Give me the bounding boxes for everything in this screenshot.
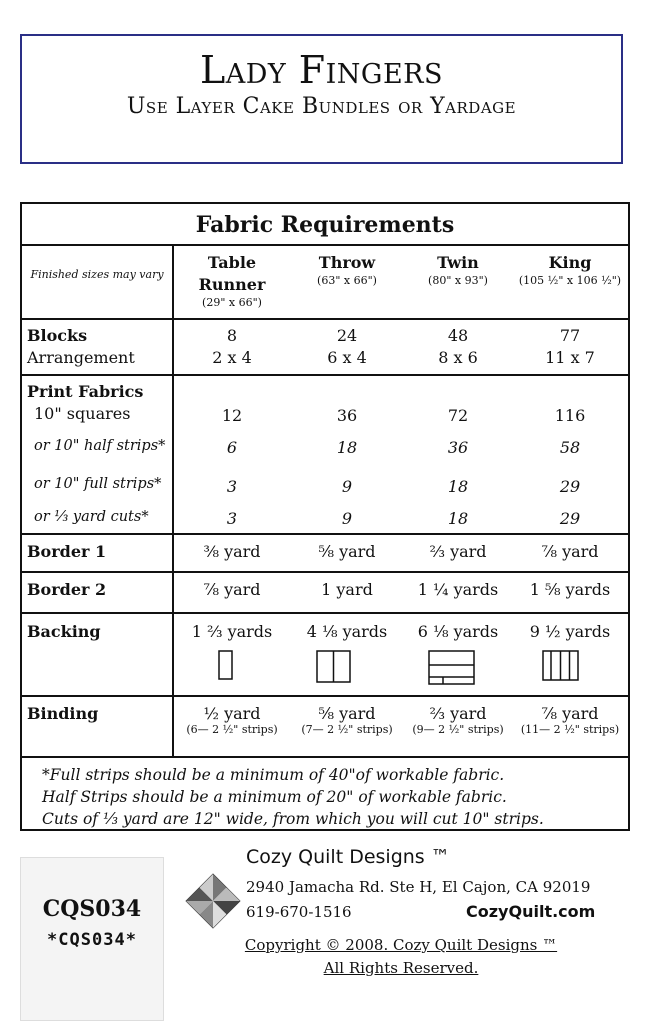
arrangement-value: 11 x 7 bbox=[545, 348, 595, 367]
squares-value: 72 bbox=[447, 406, 469, 425]
column-divider bbox=[172, 246, 174, 758]
label-print-fabrics: Print Fabrics bbox=[27, 382, 144, 401]
binding-value: ⅝ yard bbox=[318, 704, 376, 723]
footnote: Half Strips should be a minimum of 20" of workable fabric. bbox=[42, 788, 507, 806]
label-backing: Backing bbox=[27, 622, 101, 641]
backing-diagram-one-panel bbox=[218, 650, 234, 680]
sku-code: CQS034 bbox=[42, 896, 142, 922]
company-phone: 619-670-1516 bbox=[246, 903, 352, 921]
half-strips-value: 18 bbox=[336, 438, 358, 457]
col-twin bbox=[404, 252, 512, 287]
col-dims: (80" x 93") bbox=[428, 274, 488, 287]
binding-cell bbox=[174, 704, 290, 736]
col-dims: (29" x 66") bbox=[202, 296, 262, 309]
binding-strips: (6— 2 ½" strips) bbox=[186, 723, 278, 736]
sizes-note: Finished sizes may vary bbox=[30, 268, 164, 281]
row-divider bbox=[22, 244, 628, 246]
yard-cuts-value: 29 bbox=[559, 509, 581, 528]
blocks-value: 77 bbox=[559, 326, 581, 345]
border2-value: 1 ⅝ yards bbox=[529, 580, 611, 599]
label-border2: Border 2 bbox=[27, 580, 107, 599]
label-border1: Border 1 bbox=[27, 542, 107, 561]
row-divider bbox=[22, 318, 628, 320]
fabric-requirements-table bbox=[20, 202, 630, 831]
label-full-strips: or 10" full strips* bbox=[34, 476, 162, 492]
yard-cuts-value: 9 bbox=[341, 509, 353, 528]
pinwheel-logo-icon bbox=[184, 872, 242, 930]
border1-value: ⅔ yard bbox=[429, 542, 487, 561]
label-yard-cuts: or ⅓ yard cuts* bbox=[34, 509, 149, 525]
backing-diagram-two-panel bbox=[316, 650, 352, 684]
binding-value: ⅔ yard bbox=[429, 704, 487, 723]
col-king bbox=[512, 252, 628, 287]
blocks-value: 48 bbox=[447, 326, 469, 345]
border1-value: ⅝ yard bbox=[318, 542, 376, 561]
full-strips-value: 3 bbox=[226, 477, 238, 496]
row-divider bbox=[22, 756, 628, 758]
arrangement-value: 2 x 4 bbox=[212, 348, 252, 367]
binding-strips: (11— 2 ½" strips) bbox=[520, 723, 620, 736]
yard-cuts-value: 3 bbox=[226, 509, 238, 528]
backing-value: 1 ⅔ yards bbox=[191, 622, 273, 641]
full-strips-value: 18 bbox=[447, 477, 469, 496]
backing-diagram-vertical-panels bbox=[542, 650, 580, 682]
border1-value: ⅜ yard bbox=[203, 542, 261, 561]
full-strips-value: 9 bbox=[341, 477, 353, 496]
half-strips-value: 58 bbox=[559, 438, 581, 457]
row-divider bbox=[22, 695, 628, 697]
label-arrangement: Arrangement bbox=[27, 348, 135, 367]
col-name: Twin bbox=[437, 253, 479, 272]
row-divider bbox=[22, 571, 628, 573]
col-name-line2: Runner bbox=[198, 275, 266, 294]
border2-value: 1 ¼ yards bbox=[417, 580, 499, 599]
binding-cell bbox=[512, 704, 628, 736]
company-name: Cozy Quilt Designs ™ bbox=[246, 846, 450, 868]
col-name: Table bbox=[207, 253, 257, 272]
binding-cell bbox=[404, 704, 512, 736]
pattern-title: Lady Fingers bbox=[199, 48, 444, 92]
squares-value: 12 bbox=[221, 406, 243, 425]
row-divider bbox=[22, 533, 628, 535]
col-dims: (63" x 66") bbox=[317, 274, 377, 287]
footnote: *Full strips should be a minimum of 40"of workable fabric. bbox=[42, 766, 505, 784]
blocks-value: 24 bbox=[336, 326, 358, 345]
sku-box bbox=[20, 857, 164, 1021]
col-dims: (105 ½" x 106 ½") bbox=[518, 274, 622, 287]
col-table-runner bbox=[174, 252, 290, 309]
squares-value: 116 bbox=[554, 406, 586, 425]
backing-diagram-three-panel bbox=[428, 650, 476, 686]
label-blocks: Blocks bbox=[27, 326, 88, 345]
binding-value: ⅞ yard bbox=[541, 704, 599, 723]
blocks-value: 8 bbox=[226, 326, 238, 345]
arrangement-value: 6 x 4 bbox=[327, 348, 367, 367]
backing-value: 6 ⅛ yards bbox=[417, 622, 499, 641]
copyright: Copyright © 2008. Cozy Quilt Designs ™ bbox=[244, 936, 558, 954]
border2-value: ⅞ yard bbox=[203, 580, 261, 599]
binding-strips: (9— 2 ½" strips) bbox=[412, 723, 504, 736]
border2-value: 1 yard bbox=[321, 580, 373, 599]
pattern-subtitle: Use Layer Cake Bundles or Yardage bbox=[126, 94, 517, 119]
binding-strips: (7— 2 ½" strips) bbox=[301, 723, 393, 736]
col-name: King bbox=[548, 253, 592, 272]
squares-value: 36 bbox=[336, 406, 358, 425]
border1-value: ⅞ yard bbox=[541, 542, 599, 561]
arrangement-value: 8 x 6 bbox=[438, 348, 478, 367]
half-strips-value: 6 bbox=[226, 438, 238, 457]
label-half-strips: or 10" half strips* bbox=[34, 438, 166, 454]
backing-value: 4 ⅛ yards bbox=[306, 622, 388, 641]
footnote: Cuts of ⅓ yard are 12" wide, from which you will cut 10" strips. bbox=[42, 810, 544, 828]
sku-barcode-text: *CQS034* bbox=[47, 930, 137, 950]
label-binding: Binding bbox=[27, 704, 99, 723]
title-box bbox=[20, 34, 623, 164]
company-address: 2940 Jamacha Rd. Ste H, El Cajon, CA 92019 bbox=[246, 878, 591, 896]
row-divider bbox=[22, 374, 628, 376]
table-title: Fabric Requirements bbox=[195, 212, 455, 238]
label-squares: 10" squares bbox=[34, 404, 131, 423]
binding-value: ½ yard bbox=[203, 704, 261, 723]
rights-reserved: All Rights Reserved. bbox=[323, 959, 479, 977]
company-website: CozyQuilt.com bbox=[466, 902, 596, 921]
full-strips-value: 29 bbox=[559, 477, 581, 496]
col-throw bbox=[290, 252, 404, 287]
col-name: Throw bbox=[318, 253, 376, 272]
binding-cell bbox=[290, 704, 404, 736]
half-strips-value: 36 bbox=[447, 438, 469, 457]
row-divider bbox=[22, 612, 628, 614]
backing-value: 9 ½ yards bbox=[529, 622, 611, 641]
yard-cuts-value: 18 bbox=[447, 509, 469, 528]
